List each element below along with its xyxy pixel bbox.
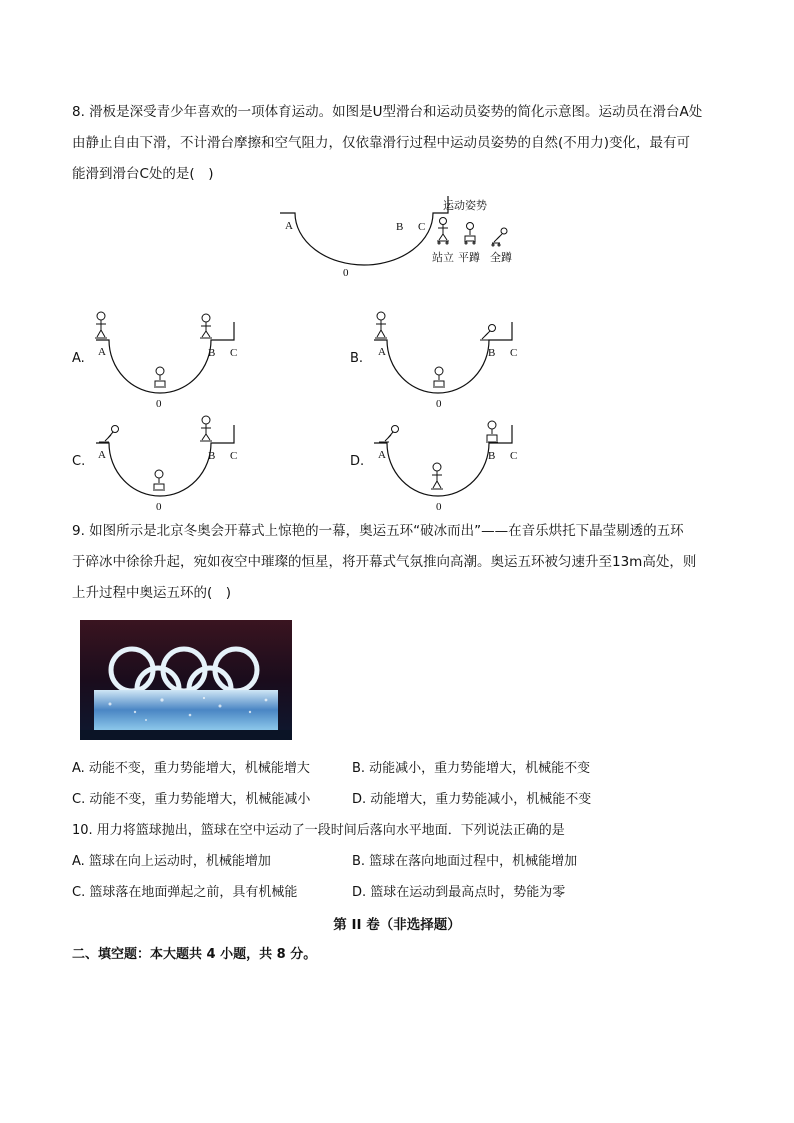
full-squat-pose-icon <box>480 325 496 341</box>
fig-label-b: B <box>396 221 404 233</box>
opt-b-label-c: C <box>510 347 518 359</box>
opt-a-label-o: 0 <box>156 398 162 410</box>
stand-pose-icon <box>431 463 443 489</box>
opt-c-label-b: B <box>208 450 216 462</box>
opt-c-label-c: C <box>230 450 238 462</box>
full-squat-pose-icon <box>492 228 507 246</box>
half-squat-pose-icon <box>433 367 445 387</box>
q9-option-d: D. 动能增大，重力势能减小，机械能不变 <box>352 792 592 807</box>
q8-option-c-figure <box>72 413 252 513</box>
q10-option-b: B. 篮球在落向地面过程中，机械能增加 <box>352 854 578 869</box>
opt-a-label-c: C <box>230 347 238 359</box>
q8-option-b-figure <box>350 310 530 410</box>
option-c-letter: C. <box>72 454 86 469</box>
stand-pose-icon <box>437 218 449 245</box>
opt-b-label-a: A <box>378 346 386 358</box>
half-squat-pose-icon <box>154 367 166 387</box>
opt-c-label-a: A <box>98 449 106 461</box>
q9-line-2: 于碎冰中徐徐升起，宛如夜空中璀璨的恒星，将开幕式气氛推向高潮。奥运五环被匀速升至13m高处，则 <box>72 554 697 570</box>
q9-option-b: B. 动能减小，重力势能增大，机械能不变 <box>352 761 591 776</box>
q10-option-d: D. 篮球在运动到最高点时，势能为零 <box>352 885 566 900</box>
olympic-rings-photo <box>80 620 292 740</box>
half-squat-pose-icon <box>486 421 498 442</box>
q8-line-2: 由静止自由下滑，不计滑台摩擦和空气阻力，仅依靠滑行过程中运动员姿势的自然(不用力)变化，最有可 <box>72 135 691 151</box>
opt-a-label-b: B <box>208 347 216 359</box>
q8-option-a-figure <box>72 310 252 410</box>
full-squat-pose-icon <box>99 426 119 443</box>
q10-option-a: A. 篮球在向上运动时，机械能增加 <box>72 854 271 869</box>
stand-pose-icon <box>200 314 212 338</box>
option-a-letter: A. <box>72 351 85 366</box>
opt-d-label-a: A <box>378 449 386 461</box>
q8-option-d-figure <box>350 413 530 513</box>
q9-option-a: A. 动能不变，重力势能增大，机械能增大 <box>72 761 310 776</box>
q10-option-c: C. 篮球落在地面弹起之前，具有机械能 <box>72 885 298 900</box>
opt-d-label-o: 0 <box>436 501 442 513</box>
opt-b-label-b: B <box>488 347 496 359</box>
q9-line-1: 9. 如图所示是北京冬奥会开幕式上惊艳的一幕，奥运五环“破冰而出”——在音乐烘托下晶莹剔透的五环 <box>72 523 684 539</box>
q8-line-1: 8. 滑板是深受青少年喜欢的一项体育运动。如图是U型滑台和运动员姿势的简化示意图。运动员在滑台A处 <box>72 104 703 120</box>
pose-label-stand: 站立 <box>432 251 454 264</box>
full-squat-pose-icon <box>379 426 399 443</box>
half-squat-pose-icon <box>153 470 165 490</box>
legend-title: 运动姿势 <box>443 199 487 212</box>
stand-pose-icon <box>95 312 107 338</box>
opt-c-label-o: 0 <box>156 501 162 513</box>
opt-a-label-a: A <box>98 346 106 358</box>
opt-d-label-b: B <box>488 450 496 462</box>
half-squat-pose-icon <box>464 223 476 245</box>
pose-label-full: 全蹲 <box>490 251 512 264</box>
fig-label-c: C <box>418 221 426 233</box>
option-b-letter: B. <box>350 351 364 366</box>
section-title: 第 II 卷（非选择题） <box>333 917 461 933</box>
fill-blank-heading: 二、填空题：本大题共 4 小题，共 8 分。 <box>72 947 317 962</box>
stand-pose-icon <box>200 416 212 441</box>
q9-line-3: 上升过程中奥运五环的( ) <box>72 585 232 601</box>
pose-label-half: 平蹲 <box>458 251 480 264</box>
q8-main-figure <box>278 196 528 278</box>
q8-line-3: 能滑到滑台C处的是( ) <box>72 166 214 182</box>
q10-line-1: 10. 用力将篮球抛出，篮球在空中运动了一段时间后落向水平地面．下列说法正确的是 <box>72 823 565 838</box>
fig-label-o: 0 <box>343 267 349 279</box>
opt-b-label-o: 0 <box>436 398 442 410</box>
q9-option-c: C. 动能不变，重力势能增大，机械能减小 <box>72 792 311 807</box>
opt-d-label-c: C <box>510 450 518 462</box>
stand-pose-icon <box>375 312 387 338</box>
fig-label-a: A <box>285 220 293 232</box>
option-d-letter: D. <box>350 454 365 469</box>
